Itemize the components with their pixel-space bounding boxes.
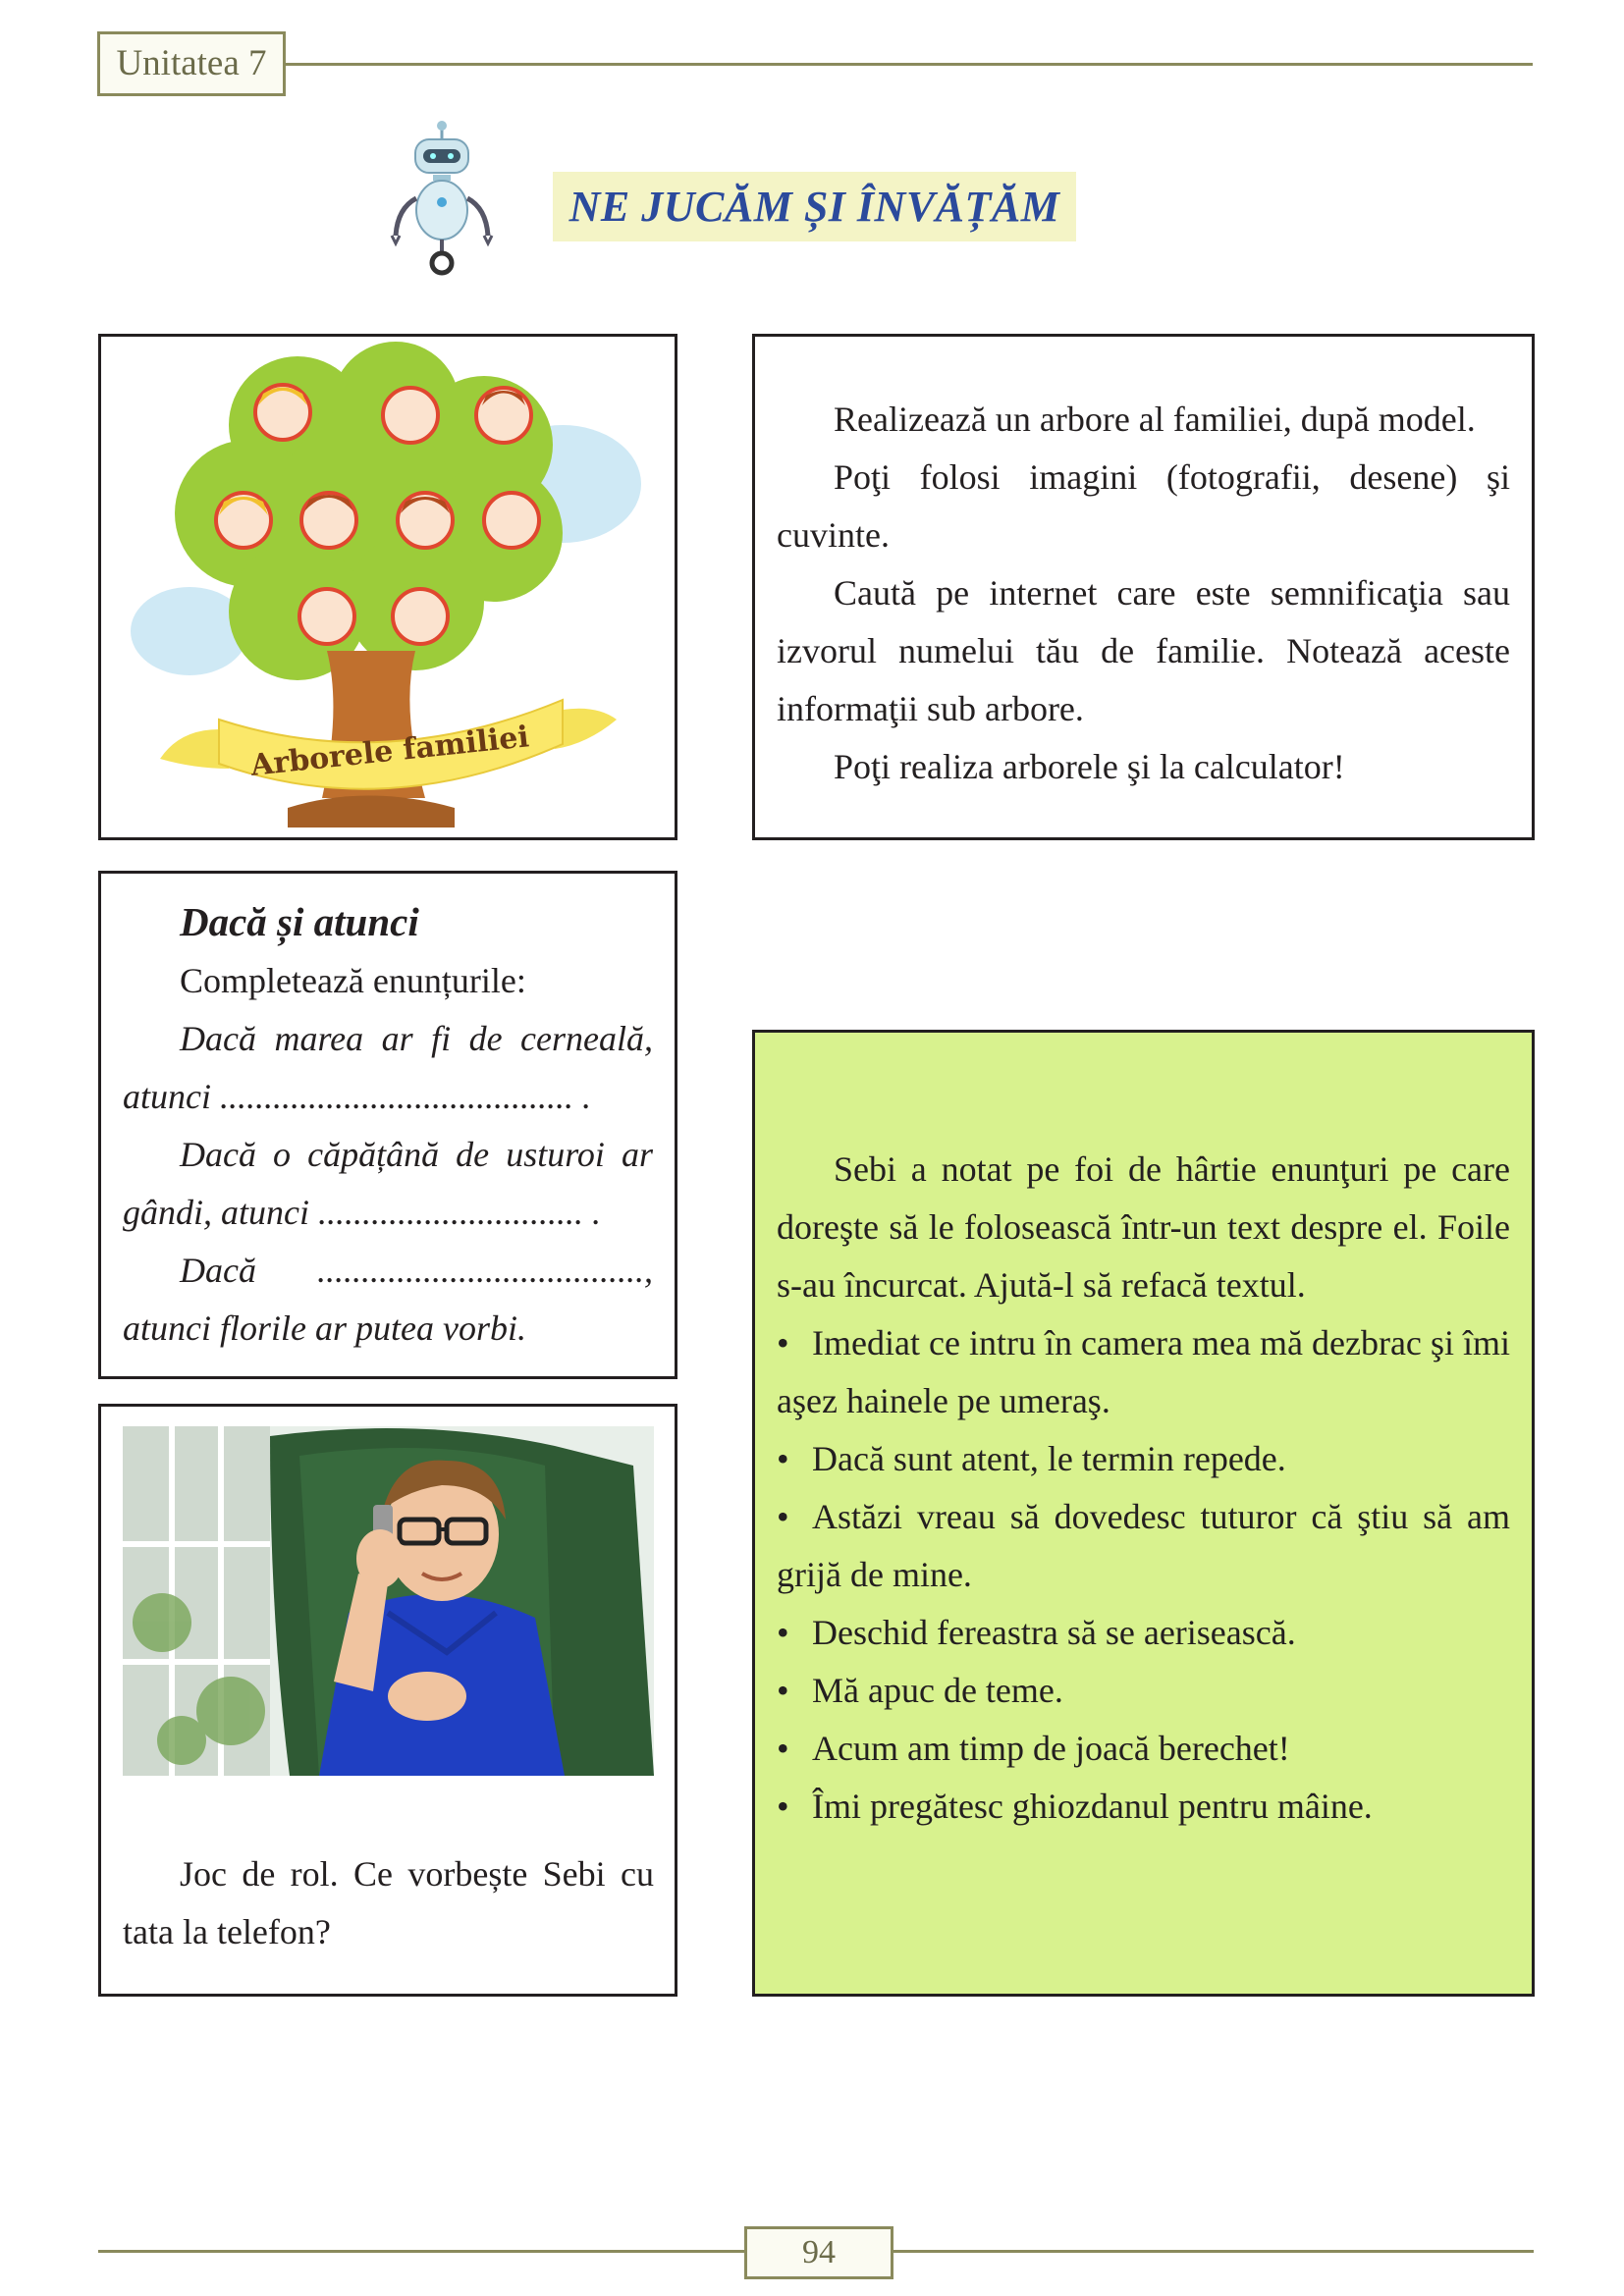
daca-sentence: Dacă o căpățână de usturoi ar gândi, atunci .............................. . <box>123 1135 653 1232</box>
story-bullet: • Dacă sunt atent, le termin repede. <box>777 1430 1510 1488</box>
daca-sentence: Dacă ....................................., atunci florile ar putea vorbi. <box>123 1251 653 1348</box>
bullet-icon: • <box>777 1439 789 1478</box>
daca-prompt: Completează enunțurile: <box>180 961 526 1000</box>
bullet-icon: • <box>777 1729 789 1768</box>
boy-on-phone-photo <box>123 1426 654 1776</box>
instruction-line: Poţi realiza arborele şi la calculator! <box>834 747 1345 786</box>
bullet-icon: • <box>777 1671 789 1710</box>
daca-si-atunci-box <box>98 871 677 1379</box>
story-bullet: • Deschid fereastra să se aerisească. <box>777 1604 1510 1662</box>
role-play-box <box>98 1404 677 1997</box>
daca-sentence: Dacă marea ar fi de cerneală, atunci ........................................ . <box>123 1019 653 1116</box>
instruction-line: Realizează un arbore al familiei, după model. <box>834 400 1476 439</box>
story-bullet: • Acum am timp de joacă berechet! <box>777 1720 1510 1778</box>
bullet-icon: • <box>777 1323 789 1362</box>
story-sentences-box <box>752 1030 1535 1997</box>
bullet-icon: • <box>777 1787 789 1826</box>
story-bullet: • Îmi pregătesc ghiozdanul pentru mâine. <box>777 1778 1510 1836</box>
role-play-text-container <box>123 1845 654 1961</box>
story-intro: Sebi a notat pe foi de hârtie enunţuri pe care doreşte să le folosească într-un text despre el. Foile s-au încurcat. Ajută-l să refacă textul. <box>777 1149 1510 1305</box>
tree-banner-text: Arborele familiei <box>248 720 531 783</box>
family-tree-illustration <box>101 337 675 837</box>
bullet-icon: • <box>777 1497 789 1536</box>
instruction-line: Poţi folosi imagini (fotografii, desene) şi cuvinte. <box>777 457 1510 555</box>
section-title: NE JUCĂM ȘI ÎNVĂȚĂM <box>553 172 1076 241</box>
daca-title: Dacă și atunci <box>180 899 419 944</box>
page-number: 94 <box>744 2226 893 2279</box>
robot-icon <box>388 120 496 277</box>
role-play-text: Joc de rol. Ce vorbește Sebi cu tata la telefon? <box>123 1854 654 1951</box>
story-bullet: • Mă apuc de teme. <box>777 1662 1510 1720</box>
story-bullet: • Astăzi vreau să dovedesc tuturor că ştiu să am grijă de mine. <box>777 1488 1510 1604</box>
header-rule <box>286 63 1533 66</box>
bullet-icon: • <box>777 1613 789 1652</box>
instruction-line: Caută pe internet care este semnificaţia sau izvorul numelui tău de familie. Notează aceste informaţii sub arbore. <box>777 573 1510 728</box>
footer-rule-right <box>893 2250 1534 2253</box>
footer-rule-left <box>98 2250 744 2253</box>
story-bullet: • Imediat ce intru în camera mea mă dezbrac şi îmi aşez hainele pe umeraş. <box>777 1314 1510 1430</box>
unit-label: Unitatea 7 <box>97 31 286 96</box>
instructions-box <box>752 334 1535 840</box>
family-tree-box <box>98 334 677 840</box>
